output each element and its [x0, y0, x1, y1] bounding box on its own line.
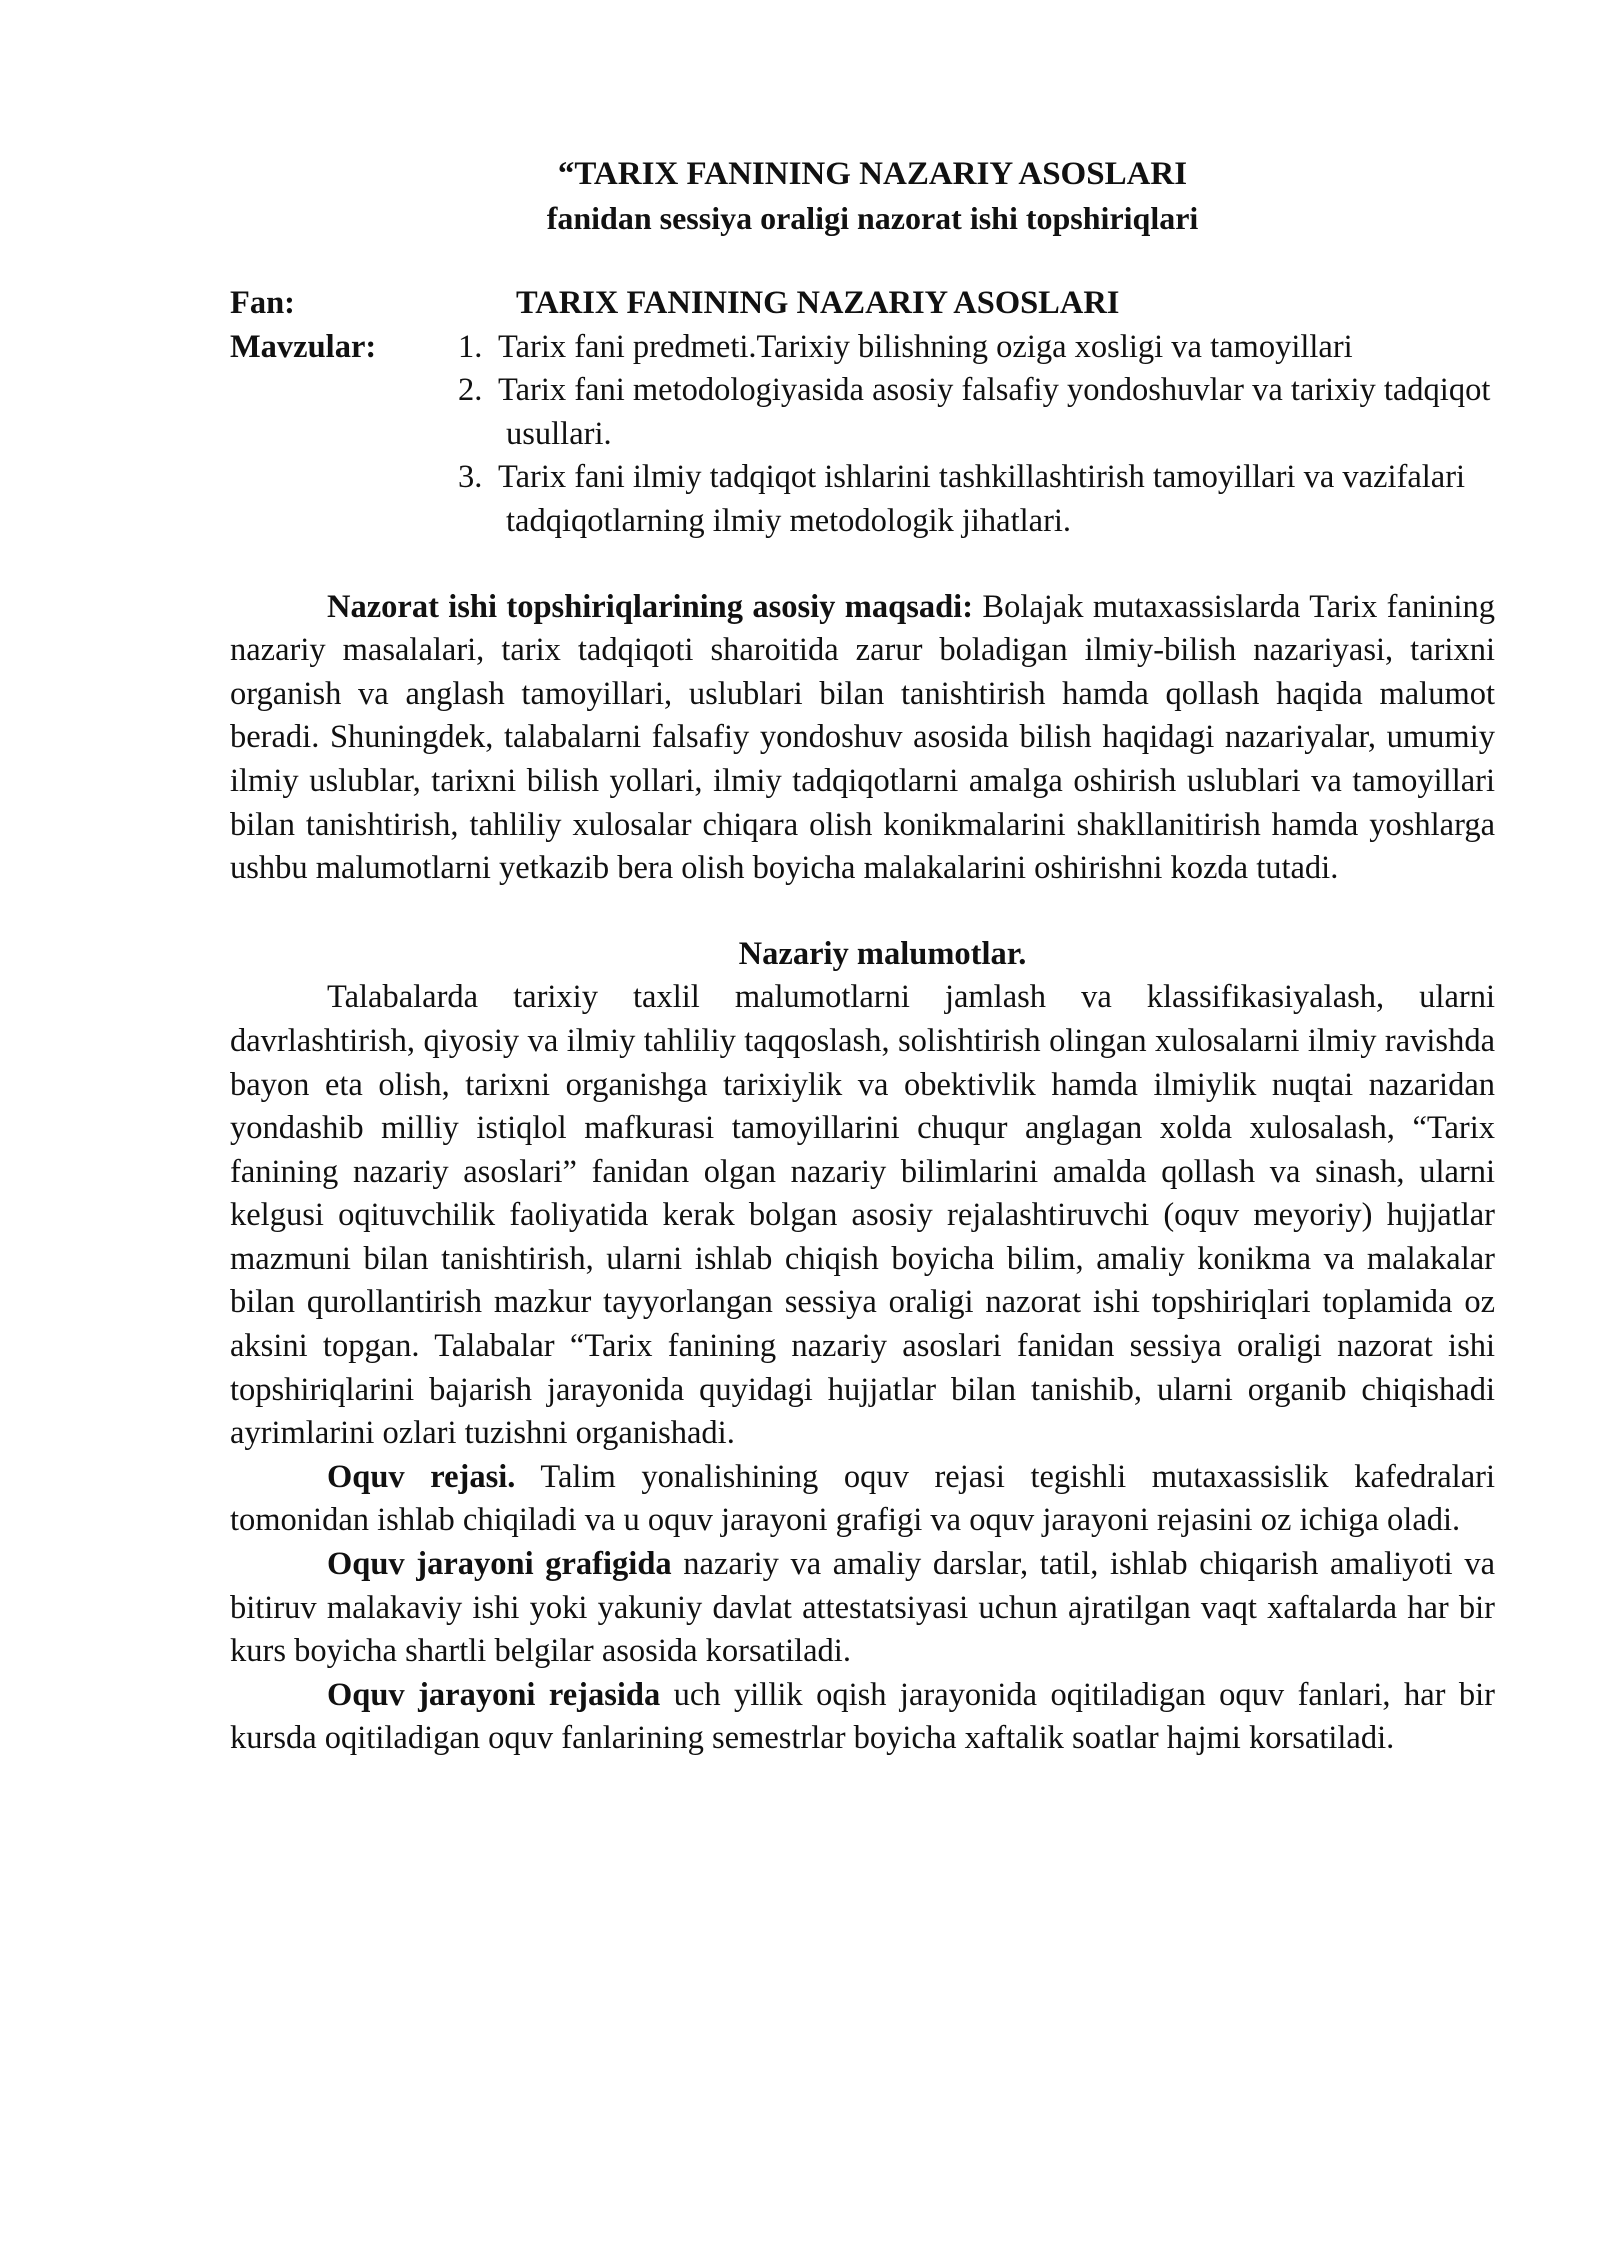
section-intro-paragraph: Talabalarda tarixiy taxlil malumotlarni jamlash va klassifikasiyalash, ularni davrlashtirish, qiyosiy va ilmiy tahliliy taqqoslash, solishtirish olingan xulosalarni ilmiy ravishda bayon eta olish, tarixni organishga tarixiylik va obektivlik hamda ilmiylik nuqtai nazaridan yondashib milliy istiqlol mafkurasi tamoyillarini chuqur anglagan xolda xulosalash, “Tarix fanining nazariy asoslari” fanidan olgan nazariy bilimlarini amalda qollash va sinash, ularni kelgusi oqituvchilik faoliyatida kerak bolgan asosiy rejalashtiruvchi (oquv meyoriy) hujjatlar mazmuni bilan tanishtirish, ularni ishlab chiqish boyicha bilim, amaliy konikma va malakalar bilan qurollantirish mazkur tayyorlangan sessiya oraligi nazorat ishi topshiriqlari toplamida oz aksini topgan. Talabalar “Tarix fanining nazariy asoslari fanidan sessiya oraligi nazorat ishi topshiriqlarini bajarish jarayonida quyidagi hujjatlar bilan tanishib, ularni organib chiqishadi ayrimlarini ozlari tuzishni organishadi. — [230, 979, 1495, 1452]
fan-label: Fan: — [230, 285, 295, 321]
topics-label: Mavzular: — [230, 328, 377, 365]
plan-paragraph — [230, 1674, 1495, 1761]
topics-list — [458, 326, 1495, 544]
title-line-1: “TARIX FANINING NAZARIY ASOSLARI — [557, 156, 1188, 192]
topic-number: 2. — [458, 372, 483, 409]
course-meta — [230, 282, 1495, 544]
topic-item — [458, 456, 1495, 543]
topic-text: Tarix fani metodologiyasida asosiy falsafiy yondoshuvlar va tarixiy tadqiqot usullari. — [498, 372, 1491, 452]
fan-row — [230, 282, 1495, 326]
aim-text: Bolajak mutaxassislarda Tarix fanining nazariy masalalari, tarix tadqiqoti sharoitida zarur boladigan ilmiy-bilish nazariyasi, tarixni organish va anglash tamoyillari, uslublari bilan tanishtirish hamda qollash haqida malumot beradi. Shuningdek, talabalarni falsafiy yondoshuv asosida bilish haqidagi nazariyalar, umumiy ilmiy uslublar, tarixni bilish yollari, ilmiy tadqiqotlarni amalga oshirish uslublari va tamoyillari bilan tanishtirish, tahliliy xulosalar chiqara olish konikmalarini shakllanitirish hamda yoshlarga ushbu malumotlarni yetkazib bera olish boyicha malakalarini oshirishni kozda tutadi. — [230, 588, 1495, 887]
paragraph-bold-lead: Oquv jarayoni rejasida — [327, 1676, 661, 1713]
paragraph-bold-lead: Oquv jarayoni grafigida — [327, 1546, 672, 1583]
topic-number: 1. — [458, 328, 483, 365]
paragraph-text: Talim yonalishining oquv rejasi tegishli mutaxassislik kafedralari tomonidan ishlab chiqiladi va u oquv jarayoni grafigi va oquv jarayoni rejasini oz ichiga oladi. — [230, 1458, 1495, 1539]
topic-item — [458, 326, 1495, 370]
paragraph-bold-lead: Oquv rejasi. — [327, 1458, 516, 1495]
topic-text: Tarix fani predmeti.Tarixiy bilishning oziga xosligi va tamoyillari — [498, 328, 1353, 365]
paragraph-text: uch yillik oqish jarayonida oqitiladigan oquv fanlari, har bir kursda oqitiladigan oquv fanlarining semestrlar boyicha xaftalik soatlar hajmi korsatiladi. — [230, 1676, 1496, 1757]
topics-row — [230, 326, 1495, 544]
schedule-paragraph — [230, 1543, 1495, 1674]
section-heading: Nazariy malumotlar. — [738, 935, 1027, 972]
aim-paragraph — [230, 586, 1495, 891]
topic-item — [458, 369, 1495, 456]
topic-number: 3. — [458, 459, 483, 496]
title-line-2: fanidan sessiya oraligi nazorat ishi topshiriqlari — [546, 200, 1199, 236]
curriculum-paragraph — [230, 1456, 1495, 1543]
topic-text: Tarix fani ilmiy tadqiqot ishlarini tashkillashtirish tamoyillari va vazifalari tadqiqotlarning ilmiy metodologik jihatlari. — [498, 459, 1466, 539]
paragraph-text: nazariy va amaliy darslar, tatil, ishlab chiqarish amaliyoti va bitiruv malakaviy ishi yoki yakuniy davlat attestatsiyasi uchun ajratilgan vaqt xaftalarda har bir kurs boyicha shartli belgilar asosida korsatiladi. — [230, 1546, 1495, 1670]
fan-value: TARIX FANINING NAZARIY ASOSLARI — [516, 285, 1120, 321]
aim-heading: Nazorat ishi topshiriqlarining asosiy maqsadi: — [327, 588, 974, 625]
document-title — [250, 152, 1495, 240]
